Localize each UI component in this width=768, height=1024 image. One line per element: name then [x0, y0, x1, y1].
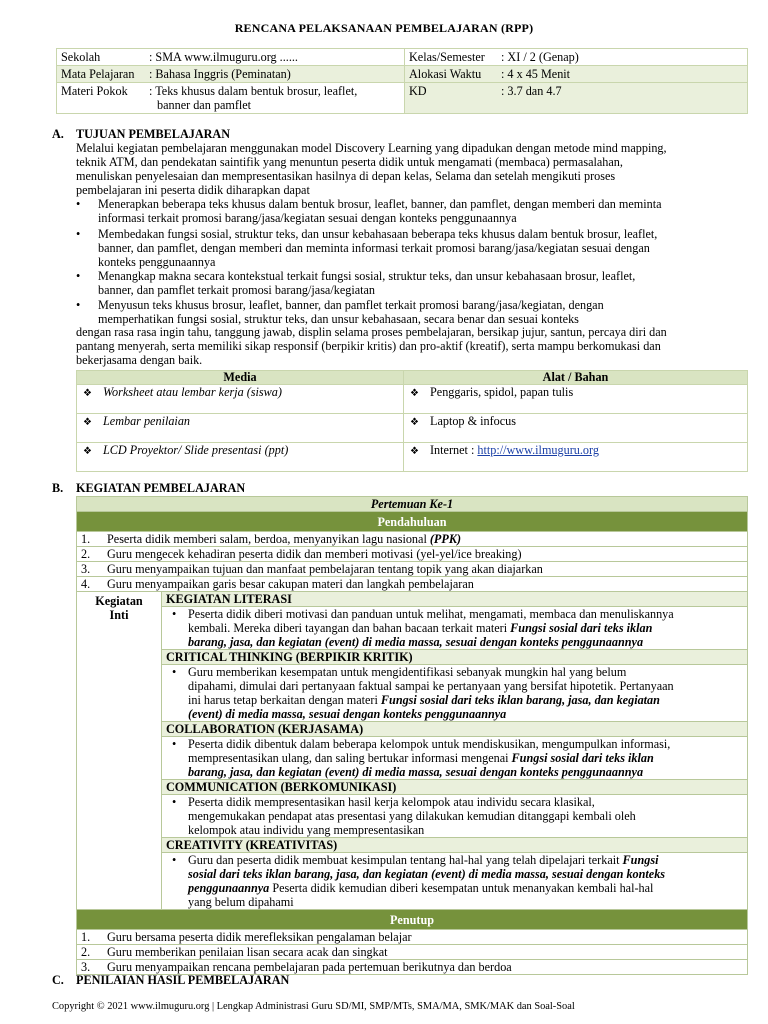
- penutup-item: 1. Guru bersama peserta didik merefleksikan pengalaman belajar: [77, 930, 748, 945]
- media-header: Media: [77, 371, 404, 385]
- bullet-icon: •: [172, 853, 177, 867]
- penutup-item: 3. Guru menyampaikan rencana pembelajaran pada pertemuan berikutnya dan berdoa: [77, 960, 748, 975]
- kelas-cell: [405, 49, 748, 66]
- bullet-icon: •: [76, 269, 81, 283]
- pendahuluan-header: Pendahuluan: [77, 512, 748, 532]
- bullet-icon: •: [172, 795, 177, 809]
- alat-header: Alat / Bahan: [404, 371, 748, 385]
- objective-closing: [76, 326, 752, 368]
- alat-cell: ❖ Laptop & infocus: [404, 414, 748, 443]
- intro-line: menuliskan penyelesaian dan mempresentasikan hasilnya di depan kelas, Selama dan setelah mengikuti proses: [76, 168, 616, 183]
- objective-bullet: • Menyusun teks khusus brosur, leaflet, banner, dan pamflet terkait promosi barang/jasa/kegiatan, dengan memperhatikan fungsi sosial, struktur teks, dan unsur kebahasaan, secara benar dan sesuai konteks: [76, 298, 604, 326]
- literasi-body: • Peserta didik diberi motivasi dan panduan untuk melihat, mengamati, membaca dan menuliskannya kembali. Mereka diberi tayangan dan bahan bacaan terkait materi Fungsi sosial dari teks iklan barang, jasa, dan kegiatan (event) di media massa, sesuai dengan konteks penggunaannya: [162, 607, 748, 650]
- materi-label: Materi Pokok: [61, 84, 128, 98]
- internet-link[interactable]: http://www.ilmuguru.org: [477, 443, 599, 457]
- section-b-heading: B. KEGIATAN PEMBELAJARAN: [52, 481, 246, 495]
- pendahuluan-item: 1. Peserta didik memberi salam, berdoa, menyanyikan lagu nasional (PPK): [77, 532, 748, 547]
- diamond-bullet-icon: ❖: [410, 417, 419, 428]
- closing-line: dengan rasa rasa ingin tahu, tanggung jawab, displin selama proses pembelajaran, bersikap jujur, santun, percaya diri dan: [76, 325, 667, 339]
- intro-line: Melalui kegiatan pembelajaran menggunakan model Discovery Learning yang dipadukan dengan metode mind mapping,: [76, 141, 667, 155]
- communication-title: COMMUNICATION (BERKOMUNIKASI): [162, 780, 748, 795]
- communication-body: • Peserta didik mempresentasikan hasil kerja kelompok atau individu secara klasikal, mengemukakan pendapat atas presentasi yang dilakukan kemudian ditanggapi kembali oleh kelompok atau individu yang mempresentasikan: [162, 795, 748, 838]
- media-table: [76, 370, 748, 472]
- section-a-heading: A. TUJUAN PEMBELAJARAN: [52, 127, 231, 141]
- bullet-icon: •: [172, 737, 177, 751]
- kd-label: KD: [409, 84, 427, 98]
- section-c-heading: C. PENILAIAN HASIL PEMBELAJARAN: [52, 973, 290, 987]
- sekolah-cell: [57, 49, 405, 66]
- pendahuluan-item: 3. Guru menyampaikan tujuan dan manfaat pembelajaran tentang topik yang akan diajarkan: [77, 562, 748, 577]
- pendahuluan-item: 2. Guru mengecek kehadiran peserta didik dan memberi motivasi (yel-yel/ice breaking): [77, 547, 748, 562]
- diamond-bullet-icon: ❖: [83, 446, 92, 457]
- objective-bullet: • Membedakan fungsi sosial, struktur teks, dan unsur kebahasaan beberapa teks khusus dalam bentuk brosur, leaflet, banner, dan pamflet, dengan memberi dan meminta informasi terkait promosi barang/jasa/kegiatan sesuai dengan konteks penggunaannya: [76, 227, 658, 269]
- critical-title: CRITICAL THINKING (BERPIKIR KRITIK): [162, 650, 748, 665]
- closing-line: bekerjasama dengan baik.: [76, 352, 203, 367]
- materi-value-2: banner dan pamflet: [157, 98, 252, 112]
- closing-line: pantang menyerah, serta memiliki sikap responsif (berpikir kritis) dan pro-aktif (kreatif), serta mampu berkomukasi dan: [76, 338, 661, 353]
- media-cell: ❖ Lembar penilaian: [77, 414, 404, 443]
- literasi-title: KEGIATAN LITERASI: [162, 592, 748, 607]
- materi-cell: [57, 83, 405, 114]
- bullet-icon: •: [172, 607, 177, 621]
- bullet-icon: •: [172, 665, 177, 679]
- bullet-icon: •: [76, 197, 81, 211]
- objective-bullet: • Menerapkan beberapa teks khusus dalam bentuk brosur, leaflet, banner, dan pamflet, dengan memberi dan meminta informasi terkait promosi barang/jasa/kegiatan sesuai dengan konteks penggunaannya: [76, 197, 662, 225]
- document-title: RENCANA PELAKSANAAN PEMBELAJARAN (RPP): [234, 21, 534, 35]
- kd-value: : 3.7 dan 4.7: [501, 84, 562, 98]
- collaboration-title: COLLABORATION (KERJASAMA): [162, 722, 748, 737]
- identity-table: [56, 48, 748, 114]
- kd-cell: [405, 83, 748, 114]
- critical-body: • Guru memberikan kesempatan untuk mengidentifikasi sebanyak mungkin hal yang belum dipahami, dimulai dari pertanyaan faktual sampai ke pertanyaan yang bersifat hipotetik. Pertanyaan ini harus tetap berkaitan dengan materi Fungsi sosial dari teks iklan barang, jasa, dan kegiatan (event) di media massa, sesuai dengan konteks penggunaannya: [162, 665, 748, 722]
- alat-cell: ❖ Penggaris, spidol, papan tulis: [404, 385, 748, 414]
- materi-value-1: : Teks khusus dalam bentuk brosur, leaflet,: [149, 84, 358, 98]
- bullet-icon: •: [76, 298, 81, 312]
- activity-table: [76, 496, 748, 975]
- kelas-label: Kelas/Semester: [409, 50, 485, 64]
- media-cell: ❖ Worksheet atau lembar kerja (siswa): [77, 385, 404, 414]
- meeting-title: Pertemuan Ke-1: [77, 497, 748, 512]
- intro-line: teknik ATM, dan pendekatan saintifik yang menuntun peserta didik untuk mengamati (membaca) permasalahan,: [76, 154, 623, 169]
- diamond-bullet-icon: ❖: [83, 388, 92, 399]
- alokasi-cell: [405, 66, 748, 83]
- sekolah-value: : SMA www.ilmuguru.org ......: [149, 50, 298, 64]
- bullet-icon: •: [76, 227, 81, 241]
- penutup-header: Penutup: [77, 910, 748, 930]
- sekolah-label: Sekolah: [61, 50, 101, 64]
- mapel-cell: [57, 66, 405, 83]
- mapel-value: : Bahasa Inggris (Peminatan): [149, 67, 291, 81]
- collaboration-body: • Peserta didik dibentuk dalam beberapa kelompok untuk mendiskusikan, mengumpulkan informasi, mempresentasikan ulang, dan saling bertukar informasi mengenai Fungsi sosial dari teks iklan barang, jasa, dan kegiatan (event) di media massa, sesuai dengan konteks penggunaannya: [162, 737, 748, 780]
- alokasi-value: : 4 x 45 Menit: [501, 67, 571, 81]
- kegiatan-inti-label: Kegiatan Inti: [77, 592, 162, 910]
- creativity-title: CREATIVITY (KREATIVITAS): [162, 838, 748, 853]
- intro-line: pembelajaran ini peserta didik diharapkan dapat: [76, 182, 310, 197]
- mapel-label: Mata Pelajaran: [61, 67, 135, 81]
- diamond-bullet-icon: ❖: [410, 388, 419, 399]
- objective-intro: [76, 142, 752, 198]
- creativity-body: • Guru dan peserta didik membuat kesimpulan tentang hal-hal yang telah dipelajari terkait Fungsi sosial dari teks iklan barang, jasa, dan kegiatan (event) di media massa, sesuai dengan konteks penggunaannya Peserta didik kemudian diberi kesempatan untuk menanyakan kembali hal-hal yang belum dipahami: [162, 853, 748, 910]
- alokasi-label: Alokasi Waktu: [409, 67, 482, 81]
- kelas-value: : XI / 2 (Genap): [501, 50, 579, 64]
- pendahuluan-item: 4. Guru menyampaikan garis besar cakupan materi dan langkah pembelajaran: [77, 577, 748, 592]
- diamond-bullet-icon: ❖: [83, 417, 92, 428]
- footer-copyright: Copyright © 2021 www.ilmuguru.org | Lengkap Administrasi Guru SD/MI, SMP/MTs, SMA/MA, SMK/MAK dan Soal-Soal: [52, 1001, 575, 1012]
- media-cell: ❖ LCD Proyektor/ Slide presentasi (ppt): [77, 443, 404, 472]
- alat-cell: ❖ Internet : http://www.ilmuguru.org: [404, 443, 748, 472]
- penutup-item: 2. Guru memberikan penilaian lisan secara acak dan singkat: [77, 945, 748, 960]
- objective-bullet: • Menangkap makna secara kontekstual terkait fungsi sosial, struktur teks, dan unsur kebahasaan brosur, leaflet, banner, dan pamflet terkait promosi barang/jasa/kegiatan: [76, 269, 636, 297]
- diamond-bullet-icon: ❖: [410, 446, 419, 457]
